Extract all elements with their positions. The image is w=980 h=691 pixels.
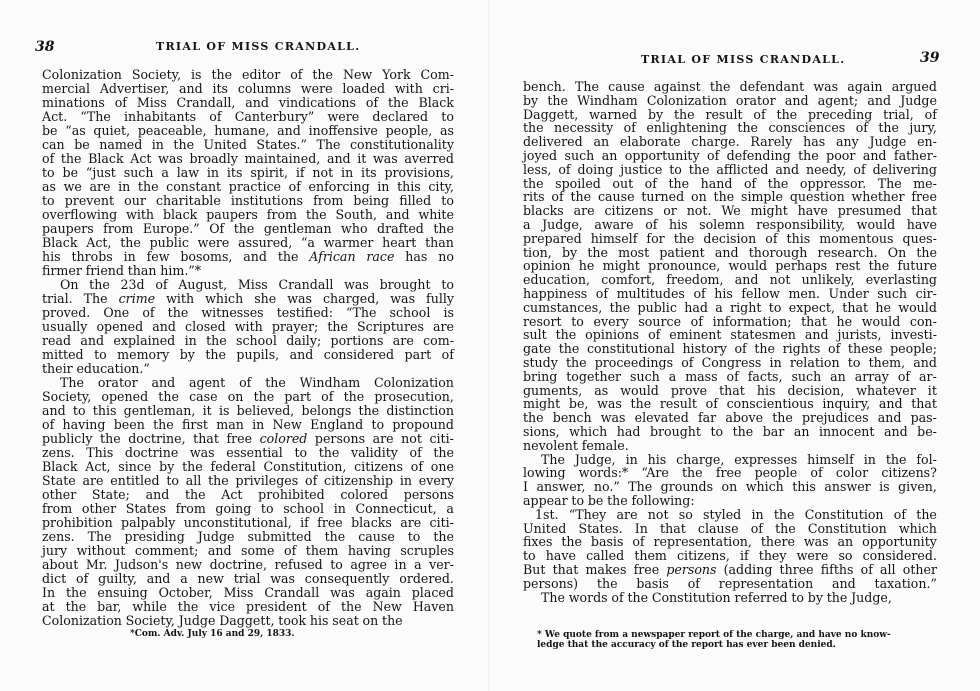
text-line: education, comfort, freedom, and not unlikely, everlasting <box>523 272 937 288</box>
text-line: their education.” <box>42 361 150 376</box>
page-number: 38 <box>35 39 55 55</box>
text-line: persons) the basis of representation and taxation.” <box>523 575 937 591</box>
text-line: zens. This doctrine was essential to the validity of the <box>42 445 454 460</box>
text-line: lowing words:* “Are the free people of color citizens? <box>523 465 937 481</box>
text-line: proved. One of the witnesses testified: “The school is <box>42 305 454 320</box>
text-line: Act. “The inhabitants of Canterbury” were declared to <box>42 109 454 124</box>
text-line: the necessity of enlightening the consciences of the jury, <box>523 120 937 136</box>
text-line: dict of guilty, and a new trial was consequently ordered. <box>42 571 454 586</box>
text-line: zens. The presiding Judge submitted the cause to the <box>42 529 454 544</box>
text-line: I answer, no.” The grounds on which this answer is given, <box>523 479 937 495</box>
text-line: read and explained in the school daily; portions are com- <box>42 333 454 348</box>
page-gutter <box>488 0 490 691</box>
text-line: and to this gentleman, it is believed, belongs the distinction <box>42 403 454 418</box>
text-line: of the Black Act was broadly maintained, and it was averred <box>42 151 454 166</box>
running-head: TRIAL OF MISS CRANDALL. <box>641 53 846 66</box>
text-line: Daggett, warned by the result of the preceding trial, of <box>523 106 937 122</box>
text-line: prohibition palpably unconstitutional, if free blacks are citi- <box>42 515 454 530</box>
text-line: sions, which had brought to the bar an innocent and be- <box>523 424 937 439</box>
text-line: to prevent our charitable institutions from being filled to <box>42 193 454 208</box>
text-line: overflowing with black paupers from the South, and white <box>42 207 454 222</box>
text-line: United States. In that clause of the Constitution which <box>523 520 937 536</box>
text-line: joyed such an opportunity of defending the poor and father- <box>523 148 937 163</box>
text-line: The Judge, in his charge, expresses himself in the fol- <box>541 451 937 467</box>
text-line: usually opened and closed with prayer; the Scriptures are <box>42 319 454 334</box>
footnote: *Com. Adv. July 16 and 29, 1833. <box>130 629 295 639</box>
text-line: about Mr. Judson's new doctrine, refused to agree in a ver- <box>42 557 454 572</box>
text-line: mercial Advertiser, and its columns were loaded with cri- <box>42 81 454 96</box>
text-line: less, of doing justice to the afflicted and needy, of delivering <box>523 161 937 177</box>
text-line: bring together such a mass of facts, such an array of ar- <box>523 368 937 384</box>
text-line: nevolent female. <box>523 437 629 453</box>
page-number: 39 <box>920 50 940 66</box>
footnote-line: * We quote from a newspaper report of the charge, and have no know- <box>537 630 891 640</box>
text-line: resort to every source of information; that he would con- <box>523 313 937 329</box>
text-line: study the proceedings of Congress in relation to them, and <box>523 355 937 370</box>
text-line: Colonization Society, is the editor of the New York Com- <box>42 67 454 82</box>
text-line: tion, by the most patient and thorough research. On the <box>523 244 937 260</box>
text-line: happiness of multitudes of his fellow men. Under such cir- <box>523 286 937 301</box>
text-line: 1st. “They are not so styled in the Constitution of the <box>535 506 937 522</box>
text-line: be “as quiet, peaceable, humane, and inoffensive people, as <box>42 123 454 138</box>
text-line: by the Windham Colonization orator and agent; and Judge <box>523 92 937 108</box>
text-line: delivered an elaborate charge. Rarely has any Judge en- <box>523 134 937 150</box>
text-line: a Judge, aware of his solemn responsibility, would have <box>523 217 937 232</box>
text-line: firmer friend than him.”* <box>42 263 202 278</box>
text-line: other State; and the Act prohibited colored persons <box>42 487 454 502</box>
text-line: rits of the cause turned on the simple question whether free <box>523 189 937 205</box>
text-line: gate the constitutional history of the rights of these people; <box>523 341 937 357</box>
text-line: his throbs in few bosoms, and the African race has no <box>42 249 454 264</box>
text-line: blacks are citizens or not. We might have presumed that <box>523 203 937 219</box>
text-line: Black Act, since by the federal Constitution, citizens of one <box>42 459 454 474</box>
text-line: of having been the first man in New England to propound <box>42 417 454 432</box>
text-line: sult the opinions of eminent statesmen and jurists, investi- <box>523 327 937 343</box>
text-line: to be “just such a law in its spirit, if not in its provisions, <box>42 165 454 180</box>
text-line: prepared himself for the decision of this momentous ques- <box>523 230 937 246</box>
text-line: The orator and agent of the Windham Colonization <box>60 375 454 390</box>
text-line: fixes the basis of representation, there was an opportunity <box>523 534 937 550</box>
text-line: In the ensuing October, Miss Crandall was again placed <box>42 585 454 600</box>
text-line: appear to be the following: <box>523 493 695 508</box>
footnote-line: ledge that the accuracy of the report has ever been denied. <box>537 640 836 650</box>
text-line: But that makes free persons (adding three fifths of all other <box>523 562 937 577</box>
text-line: trial. The crime with which she was charged, was fully <box>42 291 454 306</box>
text-line: paupers from Europe.” Of the gentleman who drafted the <box>42 221 454 236</box>
text-line: The words of the Constitution referred to by the Judge, <box>541 589 892 605</box>
text-line: On the 23d of August, Miss Crandall was brought to <box>60 277 454 292</box>
text-line: guments, as would prove that his decision, whatever it <box>523 382 937 398</box>
text-line: from other States from going to school in Connecticut, a <box>42 501 454 516</box>
text-line: cumstances, the public had a right to expect, that he would <box>523 299 937 315</box>
text-line: mitted to memory by the pupils, and considered part of <box>42 347 454 362</box>
text-line: Black Act, the public were assured, “a warmer heart than <box>42 235 454 250</box>
text-line: minations of Miss Crandall, and vindications of the Black <box>42 95 454 110</box>
text-line: opinion he might pronounce, would perhaps rest the future <box>523 258 937 274</box>
text-line: Colonization Society, Judge Daggett, took his seat on the <box>42 613 403 628</box>
text-line: to have called them citizens, if they were so considered. <box>523 548 937 564</box>
text-line: bench. The cause against the defendant was again argued <box>523 79 937 94</box>
text-line: the spoiled out of the hand of the oppressor. The me- <box>523 175 937 191</box>
text-line: the bench was elevated far above the prejudices and pas- <box>523 410 937 426</box>
text-line: publicly the doctrine, that free colored persons are not citi- <box>42 431 454 446</box>
text-line: can be named in the United States.” The constitutionality <box>42 137 454 152</box>
text-line: at the bar, while the vice president of the New Haven <box>42 599 454 614</box>
text-line: might be, was the result of conscientious inquiry, and that <box>523 396 937 412</box>
text-line: jury without comment; and some of them having scruples <box>42 543 454 558</box>
text-line: State are entitled to all the privileges of citizenship in every <box>42 473 454 488</box>
text-line: Society, opened the case on the part of the prosecution, <box>42 389 454 404</box>
running-head: TRIAL OF MISS CRANDALL. <box>156 40 361 53</box>
text-line: as we are in the constant practice of enforcing in this city, <box>42 179 454 194</box>
